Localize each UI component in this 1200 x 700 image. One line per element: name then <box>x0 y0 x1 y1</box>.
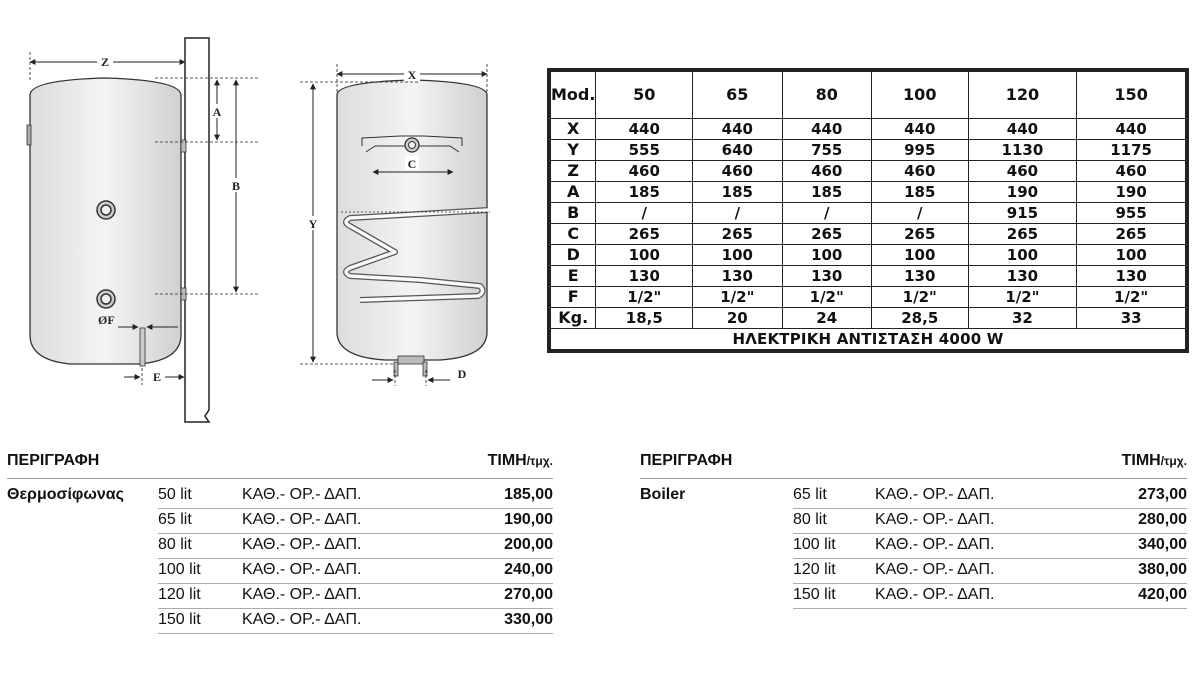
spec-row-f <box>551 287 1186 308</box>
item-size: 150 lit <box>158 611 201 628</box>
spec-cell: 440 <box>1077 119 1186 140</box>
list-item <box>158 559 553 584</box>
list-item <box>158 509 553 534</box>
spec-cell: 100 <box>596 245 693 266</box>
item-type: ΚΑΘ.- ΟΡ.- ΔΑΠ. <box>875 486 995 503</box>
spec-row-label: X <box>551 119 596 140</box>
spec-cell: 18,5 <box>596 308 693 329</box>
spec-row-label: Kg. <box>551 308 596 329</box>
model-80: 80 <box>782 72 871 119</box>
desc-header: ΠΕΡΙΓΡΑΦΗ <box>7 452 100 469</box>
list-item <box>158 484 553 509</box>
item-price: 280,00 <box>1138 511 1187 528</box>
spec-cell: 440 <box>968 119 1077 140</box>
dim-y-label: Y <box>308 217 318 231</box>
item-price: 330,00 <box>504 611 553 628</box>
spec-row-y <box>551 140 1186 161</box>
spec-cell: 555 <box>596 140 693 161</box>
spec-row-c <box>551 224 1186 245</box>
item-size: 50 lit <box>158 486 192 503</box>
item-type: ΚΑΘ.- ΟΡ.- ΔΑΠ. <box>242 586 362 603</box>
item-type: ΚΑΘ.- ΟΡ.- ΔΑΠ. <box>242 561 362 578</box>
item-size: 100 lit <box>158 561 201 578</box>
item-price: 185,00 <box>504 486 553 503</box>
spec-cell: 460 <box>968 161 1077 182</box>
fitting-upper <box>97 201 115 219</box>
spec-row-e <box>551 266 1186 287</box>
spec-cell: 1/2" <box>782 287 871 308</box>
header-divider <box>7 478 553 479</box>
spec-cell: 185 <box>693 182 782 203</box>
model-150: 150 <box>1077 72 1186 119</box>
front-view <box>300 64 490 386</box>
spec-cell: 185 <box>596 182 693 203</box>
item-type: ΚΑΘ.- ΟΡ.- ΔΑΠ. <box>242 611 362 628</box>
spec-cell: 100 <box>782 245 871 266</box>
list-item <box>793 509 1187 534</box>
price-unit: /τμχ. <box>1160 454 1187 468</box>
spec-cell: 995 <box>871 140 968 161</box>
dim-d-label: D <box>457 367 467 381</box>
spec-row-label: A <box>551 182 596 203</box>
model-65: 65 <box>693 72 782 119</box>
spec-header-label: Mod. <box>551 72 596 119</box>
spec-cell: / <box>871 203 968 224</box>
list-item <box>793 584 1187 609</box>
spec-row-label: Y <box>551 140 596 161</box>
spec-cell: 32 <box>968 308 1077 329</box>
price-list-boiler <box>640 452 1187 642</box>
spec-cell: 1/2" <box>968 287 1077 308</box>
spec-cell: 130 <box>693 266 782 287</box>
spec-cell: 190 <box>968 182 1077 203</box>
spec-cell: 1/2" <box>871 287 968 308</box>
list-item <box>793 484 1187 509</box>
item-price: 273,00 <box>1138 486 1187 503</box>
dim-b-label: B <box>231 179 241 193</box>
spec-cell: 1130 <box>968 140 1077 161</box>
spec-cell: 1/2" <box>596 287 693 308</box>
item-size: 65 lit <box>158 511 192 528</box>
dim-a-label: A <box>212 105 222 119</box>
list-item <box>793 534 1187 559</box>
item-size: 150 lit <box>793 586 836 603</box>
spec-cell: 640 <box>693 140 782 161</box>
spec-cell: 440 <box>782 119 871 140</box>
spec-cell: 265 <box>596 224 693 245</box>
wall <box>185 38 209 422</box>
spec-row-label: C <box>551 224 596 245</box>
spec-header-row <box>551 72 1186 119</box>
dim-x-label: X <box>407 68 417 82</box>
list-item <box>158 534 553 559</box>
spec-cell: 460 <box>871 161 968 182</box>
item-price: 270,00 <box>504 586 553 603</box>
spec-cell: 130 <box>782 266 871 287</box>
item-price: 200,00 <box>504 536 553 553</box>
desc-header: ΠΕΡΙΓΡΑΦΗ <box>640 452 733 469</box>
list-item <box>793 559 1187 584</box>
spec-cell: 100 <box>871 245 968 266</box>
spec-cell: 20 <box>693 308 782 329</box>
spec-cell: 265 <box>1077 224 1186 245</box>
spec-row-b <box>551 203 1186 224</box>
spec-cell: 265 <box>968 224 1077 245</box>
fitting-lower <box>97 290 115 308</box>
spec-cell: 440 <box>596 119 693 140</box>
spec-row-kg <box>551 308 1186 329</box>
spec-row-label: F <box>551 287 596 308</box>
spec-cell: / <box>782 203 871 224</box>
dimension-diagram <box>0 0 540 440</box>
spec-cell: 185 <box>782 182 871 203</box>
item-price: 190,00 <box>504 511 553 528</box>
spec-cell: 100 <box>693 245 782 266</box>
spec-cell: 1/2" <box>693 287 782 308</box>
model-50: 50 <box>596 72 693 119</box>
item-size: 80 lit <box>158 536 192 553</box>
spec-row-a <box>551 182 1186 203</box>
spec-cell: 460 <box>693 161 782 182</box>
item-price: 380,00 <box>1138 561 1187 578</box>
item-size: 65 lit <box>793 486 827 503</box>
spec-cell: 130 <box>1077 266 1186 287</box>
spec-row-x <box>551 119 1186 140</box>
spec-cell: / <box>596 203 693 224</box>
list-item <box>158 609 553 634</box>
spec-cell: / <box>693 203 782 224</box>
spec-cell: 755 <box>782 140 871 161</box>
spec-row-label: B <box>551 203 596 224</box>
spec-cell: 1/2" <box>1077 287 1186 308</box>
list-item <box>158 584 553 609</box>
category-label: Boiler <box>640 486 686 503</box>
spec-cell: 130 <box>596 266 693 287</box>
price-list-water-heater <box>7 452 553 642</box>
model-120: 120 <box>968 72 1077 119</box>
item-type: ΚΑΘ.- ΟΡ.- ΔΑΠ. <box>875 511 995 528</box>
spec-cell: 915 <box>968 203 1077 224</box>
model-100: 100 <box>871 72 968 119</box>
spec-cell: 265 <box>693 224 782 245</box>
spec-cell: 440 <box>693 119 782 140</box>
item-size: 120 lit <box>158 586 201 603</box>
item-type: ΚΑΘ.- ΟΡ.- ΔΑΠ. <box>875 586 995 603</box>
item-price: 340,00 <box>1138 536 1187 553</box>
item-type: ΚΑΘ.- ΟΡ.- ΔΑΠ. <box>875 536 995 553</box>
price-unit: /τμχ. <box>526 454 553 468</box>
spec-row-label: Z <box>551 161 596 182</box>
spec-cell: 955 <box>1077 203 1186 224</box>
spec-cell: 185 <box>871 182 968 203</box>
spec-table <box>547 68 1189 353</box>
item-type: ΚΑΘ.- ΟΡ.- ΔΑΠ. <box>242 511 362 528</box>
spec-cell: 24 <box>782 308 871 329</box>
spec-footer: ΗΛΕΚΤΡΙΚΗ ΑΝΤΙΣΤΑΣΗ 4000 W <box>551 329 1186 350</box>
spec-cell: 100 <box>968 245 1077 266</box>
spec-row-label: D <box>551 245 596 266</box>
item-price: 240,00 <box>504 561 553 578</box>
spec-cell: 190 <box>1077 182 1186 203</box>
item-type: ΚΑΘ.- ΟΡ.- ΔΑΠ. <box>242 536 362 553</box>
category-label: Θερμοσίφωνας <box>7 486 124 503</box>
spec-cell: 460 <box>782 161 871 182</box>
spec-cell: 265 <box>782 224 871 245</box>
spec-cell: 440 <box>871 119 968 140</box>
spec-cell: 100 <box>1077 245 1186 266</box>
spec-cell: 130 <box>968 266 1077 287</box>
item-size: 100 lit <box>793 536 836 553</box>
spec-cell: 1175 <box>1077 140 1186 161</box>
spec-cell: 130 <box>871 266 968 287</box>
spec-cell: 460 <box>596 161 693 182</box>
item-type: ΚΑΘ.- ΟΡ.- ΔΑΠ. <box>242 486 362 503</box>
item-price: 420,00 <box>1138 586 1187 603</box>
price-header: ΤΙΜΗ/τμχ. <box>487 452 553 469</box>
spec-cell: 28,5 <box>871 308 968 329</box>
dim-f-label: ØF <box>98 313 115 327</box>
spec-row-label: E <box>551 266 596 287</box>
spec-cell: 33 <box>1077 308 1186 329</box>
spec-footer-row <box>551 329 1186 350</box>
dim-z-label: Z <box>100 55 110 69</box>
dim-e-label: E <box>152 370 162 384</box>
spec-row-z <box>551 161 1186 182</box>
item-size: 80 lit <box>793 511 827 528</box>
spec-row-d <box>551 245 1186 266</box>
side-view <box>27 38 260 422</box>
price-header: ΤΙΜΗ/τμχ. <box>1121 452 1187 469</box>
spec-cell: 265 <box>871 224 968 245</box>
header-divider <box>640 478 1187 479</box>
dim-c-label: C <box>407 157 417 171</box>
item-size: 120 lit <box>793 561 836 578</box>
spec-cell: 460 <box>1077 161 1186 182</box>
item-type: ΚΑΘ.- ΟΡ.- ΔΑΠ. <box>875 561 995 578</box>
